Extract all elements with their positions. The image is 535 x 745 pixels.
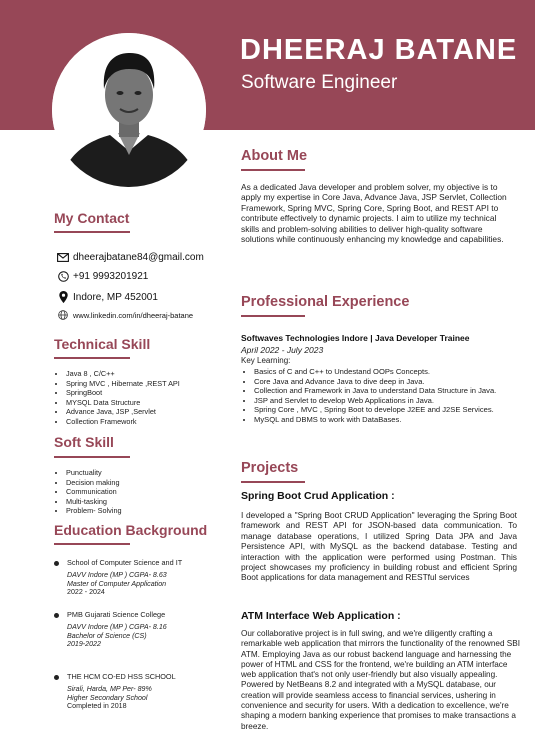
linkedin-text: www.linkedin.com/in/dheeraj-batane — [73, 310, 194, 320]
technical-list — [54, 369, 180, 427]
education-item — [54, 610, 234, 649]
experience-list — [241, 367, 524, 425]
about-rule — [241, 169, 305, 171]
edu-detail: DAVV Indore (MP ) CGPA- 8.63 — [67, 571, 167, 579]
list-item: • Advance Java, JSP ,Servlet — [66, 407, 180, 417]
list-item: • Basics of C and C++ to Undestand OOPs Concepts. — [254, 367, 524, 377]
about-text: As a dedicated Java developer and problem solver, my objective is to apply my expertise in Core Java, Advance Java, JSP Servlet, Collection Framework, Spring MVC, Spring Core, Spring Boot, and REST API to contribute effectively to dynamic projects. I aim to utilize my technical skills and problem-solving abilities to deliver high-quality software solutions while continuously enhancing my knowledge and capabilities. — [241, 182, 507, 245]
education-item — [54, 672, 234, 711]
globe-icon — [54, 310, 72, 320]
mail-icon — [54, 253, 72, 262]
experience-dates: April 2022 - July 2023 — [241, 345, 324, 355]
list-item: • Punctuality — [66, 468, 122, 478]
contact-phone[interactable] — [54, 271, 148, 282]
school-name: PMB Gujarati Science College — [67, 610, 166, 619]
school-name: THE HCM CO-ED HSS SCHOOL — [67, 672, 176, 681]
list-item: • MySQL and DBMS to work with DataBases. — [254, 415, 524, 425]
project-title: Spring Boot Crud Application : — [241, 490, 395, 502]
bullet-dot — [54, 675, 59, 680]
projects-heading: Projects — [241, 460, 299, 476]
edu-years: Completed in 2018 — [67, 702, 127, 711]
bullet-dot — [54, 561, 59, 566]
list-item: • Collection Framework — [66, 417, 180, 427]
experience-rule — [241, 315, 305, 317]
email-text: dheerajbatane84@gmail.com — [73, 252, 204, 263]
edu-degree: Higher Secondary School — [67, 693, 148, 702]
list-item: • Multi-tasking — [66, 497, 122, 507]
project-description: I developed a "Spring Boot CRUD Application" leveraging the Spring Boot framework and REST API for JSON-based data communication. To manage database operations, I utilized Spring Data JPA and Java Persistence API, with MySQL as the backend database. Testing and interaction with the application were performed using Postman. This project showcases my proficiency in building robust and efficient Spring Boot applications for data management and RESTful services — [241, 510, 517, 583]
list-item: • JSP and Servlet to develop Web Applications in Java. — [254, 396, 524, 406]
edu-years: 2019-2022 — [67, 640, 101, 649]
projects-rule — [241, 481, 305, 483]
project-description: Our collaborative project is in full swing, and we're diligently crafting a remarkable web application that mirrors the functionality of the renowned SBI ATM. Employing Java as our robust backend language and harnessing the power of HTML and CSS for the frontend, we're building an ATM interface web application that's not only user-friendly but also visually appealing. Powered by NetBeans 8.2 and integrated with a MySQL database, our creation will provide seamless access to financial services, ushering in convenience and security for users. With a dedication to excellence, we're shaping a modern banking experience that promises to make transactions a breeze. — [241, 629, 520, 731]
technical-heading: Technical Skill — [54, 336, 151, 352]
list-item: • Communication — [66, 487, 122, 497]
profile-photo — [52, 33, 206, 187]
edu-years: 2022 - 2024 — [67, 588, 105, 597]
technical-rule — [54, 357, 130, 359]
list-item: • Problem- Solving — [66, 506, 122, 516]
list-item: • SpringBoot — [66, 388, 180, 398]
edu-detail: DAVV Indore (MP ) CGPA- 8.16 — [67, 623, 167, 631]
list-item: • Spring MVC , Hibernate ,REST API — [66, 379, 180, 389]
project-title: ATM Interface Web Application : — [241, 610, 401, 622]
contact-linkedin[interactable] — [54, 310, 193, 320]
contact-email[interactable] — [54, 252, 204, 263]
edu-detail: Sirali, Harda, MP Per- 89% — [67, 685, 152, 693]
soft-heading: Soft Skill — [54, 434, 114, 450]
edu-degree: Master of Computer Application — [67, 579, 167, 588]
soft-rule — [54, 456, 130, 458]
candidate-name: DHEERAJ BATANE — [240, 34, 518, 66]
education-item — [54, 558, 234, 597]
list-item: • Collection and Framework in Java to understand Data Structure in Java. — [254, 386, 524, 396]
list-item: • MYSQL Data Structure — [66, 398, 180, 408]
education-heading: Education Background — [54, 522, 208, 538]
school-name: School of Computer Science and IT — [67, 558, 183, 567]
list-item: • Core Java and Advance Java to dive deep in Java. — [254, 377, 524, 387]
education-rule — [54, 543, 130, 545]
contact-rule — [54, 231, 130, 233]
location-text: Indore, MP 452001 — [73, 291, 158, 303]
edu-degree: Bachelor of Science (CS) — [67, 631, 147, 640]
job-title: Software Engineer — [241, 72, 398, 93]
about-heading: About Me — [241, 148, 308, 164]
phone-icon — [54, 271, 72, 282]
list-item: • Java 8 , C/C++ — [66, 369, 180, 379]
experience-heading: Professional Experience — [241, 294, 410, 310]
list-item: • Spring Core , MVC , Spring Boot to develope J2EE and J2SE Services. — [254, 405, 524, 415]
contact-heading: My Contact — [54, 210, 130, 226]
contact-location — [54, 291, 158, 303]
location-pin-icon — [54, 291, 72, 303]
list-item: • Decision making — [66, 478, 122, 488]
soft-list — [54, 468, 122, 516]
bullet-dot — [54, 613, 59, 618]
experience-company: Softwaves Technologies Indore | Java Developer Trainee — [241, 333, 470, 343]
learning-label: Key Learning: — [241, 356, 291, 365]
phone-text: +91 9993201921 — [73, 271, 149, 282]
